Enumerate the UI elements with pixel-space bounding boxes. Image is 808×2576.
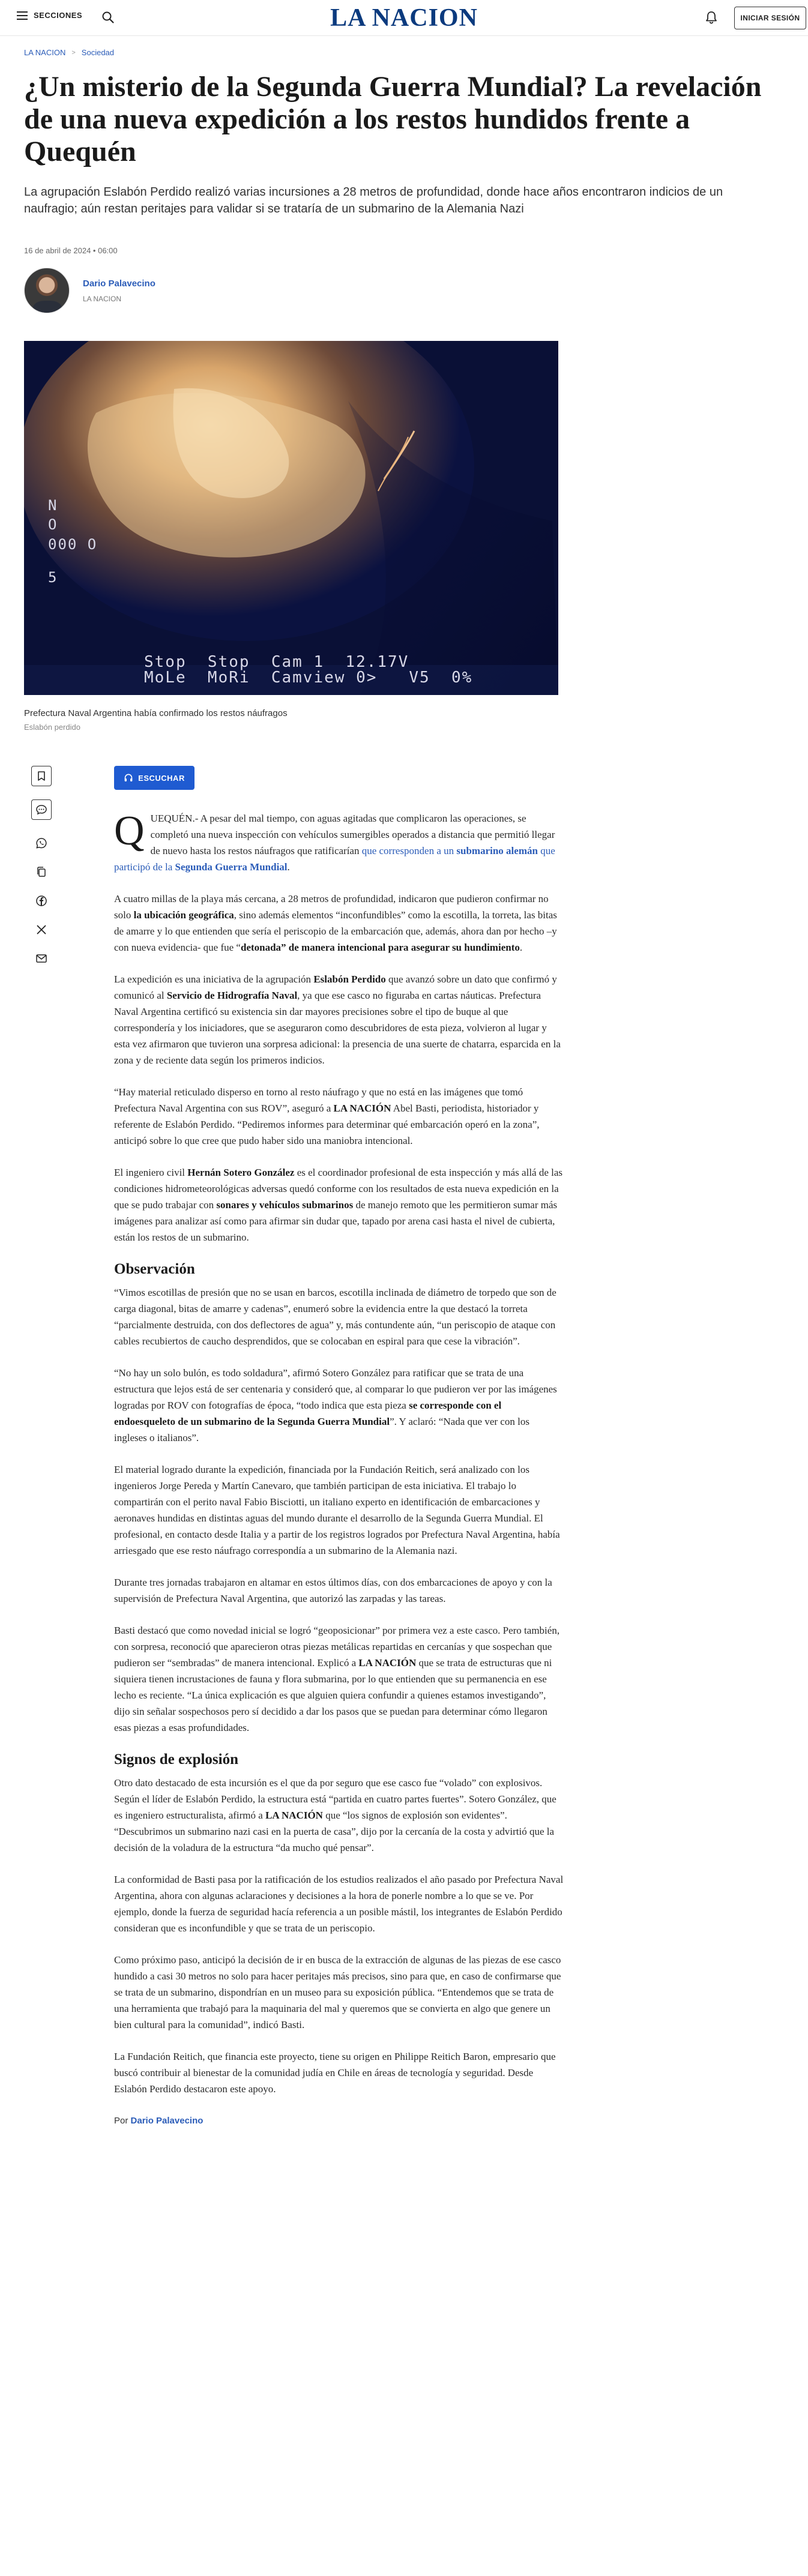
listen-button[interactable]	[114, 766, 194, 790]
section-heading-explosion: Signos de explosión	[114, 1751, 239, 1768]
listen-label: ESCUCHAR	[138, 773, 185, 783]
byline-author-link[interactable]: Dario Palavecino	[130, 2116, 204, 2126]
paragraph-12: La conformidad de Basti pasa por la ratificación de los estudios realizados el año pasado por Prefectura Naval Argentina, ahora con algunas aclaraciones y decisiones a la hora de ponerle nombre a lo que se ve. Por ejemplo, donde la fuerza de seguridad hacía referencia a un posible mástil, los integrantes de Eslabón Perdido consideran que es inconfundible y que se trata de un periscopio.	[114, 1874, 564, 1934]
copy-icon	[36, 866, 47, 878]
article-main-photo[interactable]	[24, 341, 558, 695]
photo-caption: Prefectura Naval Argentina había confirmado los restos náufragos	[24, 708, 288, 718]
photo-credit: Eslabón perdido	[24, 723, 80, 732]
x-twitter-icon	[36, 924, 47, 935]
photo-overlay-o: O	[48, 516, 58, 533]
author-block	[24, 268, 155, 313]
bell-icon[interactable]	[704, 10, 719, 25]
paragraph-7: “No hay un solo bulón, es todo soldadura”, afirmó Sotero González para ratificar que se trata de una estructura que lejos está de ser centenaria y consideró que, al comparar lo que pudieron ver por las imágenes logradas por ROV con fotografías de época, “todo indica que esta pieza se corresponde con el endoesqueleto de un submarino de la Segunda Guerra Mundial”. Y aclaró: “Nada que ver con los ingleses o italianos”.	[114, 1367, 557, 1443]
site-logo[interactable]: LA NACION	[330, 4, 478, 32]
login-button[interactable]: INICIAR SESIÓN	[734, 7, 806, 29]
photo-overlay-line1: Stop Stop Cam 1 12.17V	[144, 653, 409, 671]
author-avatar[interactable]	[24, 268, 70, 313]
author-name-link[interactable]: Dario Palavecino	[83, 278, 155, 289]
article-byline: Por Dario Palavecino	[114, 2116, 204, 2126]
breadcrumb-section-link[interactable]: Sociedad	[81, 48, 115, 57]
share-toolbar	[31, 766, 53, 977]
paragraph-5: El ingeniero civil Hernán Sotero González es el coordinador profesional de esta inspección y más allá de las condiciones hidrometeorológicas adversas quedó conforme con los resultados de esta nueva expedición en la que se pudo trabajar con sonares y vehículos submarinos de manejo remoto que les permitieron sumar más imágenes para analizar así como para afirmar sin dudar que, tapado por arena casi hasta el nivel de cubierta, están los restos de un submarino.	[114, 1167, 563, 1243]
whatsapp-share-button[interactable]	[31, 833, 52, 853]
sections-label: SECCIONES	[34, 11, 83, 20]
email-share-button[interactable]	[31, 948, 52, 969]
comments-button[interactable]	[31, 799, 52, 820]
twitter-share-button[interactable]	[31, 919, 52, 940]
article-subtitle: La agrupación Eslabón Perdido realizó varias incursiones a 28 metros de profundidad, donde hace años encontraron indicios de un naufragio; aún restan peritajes para validar si se trataría de un submarino de la Alemania Nazi	[24, 185, 723, 215]
bookmark-button[interactable]	[31, 766, 52, 786]
article-body	[114, 810, 564, 2129]
breadcrumb	[24, 48, 114, 57]
paragraph-11: Otro dato destacado de esta incursión es el que da por seguro que ese casco fue “volado” con explosivos. Según el líder de Eslabón Perdido, la estructura está “partida en cuatro partes fuertes”. Sotero González, que es ingeniero estructuralista, afirmó a LA NACIÓN que “los signos de explosión son evidentes”. “Descubrimos un submarino nazi casi en la puerta de casa”, dijo por la cercanía de la costa y advirtió que la decisión de la voladura de la estructura “da mucho qué pensar”.	[114, 1777, 556, 1853]
paragraph-4: “Hay material reticulado disperso en torno al resto náufrago y que no está en las imágenes que tomó Prefectura Naval Argentina con sus ROV”, aseguró a LA NACIÓN Abel Basti, periodista, historiador y referente de Eslabón Perdido. “Pediremos informes para determinar qué embarcación operó en la zona”, anticipó sobre lo que cree que pudo haber sido una maniobra intencional.	[114, 1086, 540, 1146]
whatsapp-icon	[35, 837, 47, 849]
photo-overlay-depth: 000 O	[48, 536, 98, 553]
related-link[interactable]: que corresponden a un submarino alemán que participó de la Segunda Guerra Mundial	[114, 845, 555, 873]
paragraph-9: Durante tres jornadas trabajaron en altamar en estos últimos días, con dos embarcaciones de apoyo y con la supervisión de Prefectura Naval Argentina, que autorizó las zarpadas y las tareas.	[114, 1577, 552, 1604]
photo-overlay-n: N	[48, 497, 58, 514]
publish-date: 16 de abril de 2024 • 06:00	[24, 246, 118, 255]
paragraph-14: La Fundación Reitich, que financia este proyecto, tiene su origen en Philippe Reitich Baron, empresario que buscó contribuir al bienestar de la comunidad judía en Chile en áreas de tecnología y seguridad. Desde Eslabón Perdido destacaron este apoyo.	[114, 2051, 556, 2095]
copy-link-button[interactable]	[31, 862, 52, 882]
headphones-icon	[124, 773, 133, 783]
chevron-right-icon: >	[71, 49, 76, 56]
comment-icon	[35, 804, 47, 815]
bookmark-icon	[37, 771, 46, 781]
photo-overlay-5: 5	[48, 569, 58, 586]
section-heading-observacion: Observación	[114, 1261, 195, 1277]
mail-icon	[35, 954, 47, 963]
paragraph-10: Basti destacó que como novedad inicial se logró “geoposicionar” por primera vez a este casco. Pero también, con sorpresa, reconoció que aparecieron otras piezas metálicas repartidas en cercanías y que sospechan que pudieron ser “sembradas” de manera intencional. Explicó a LA NACIÓN que se trata de estructuras que ni siquiera tienen incrustaciones de fauna y flora submarina, por lo que entienden que su permanencia en ese lecho es reciente. “La única explicación es que alguien quiera confundir a quienes estamos investigando”, dijo sin señalar sospechosos pero sí decidido a dar los pasos que se puedan para determinar cómo llegaron esas piezas a esas profundidades.	[114, 1625, 560, 1733]
paragraph-6: “Vimos escotillas de presión que no se usan en barcos, escotilla inclinada de diámetro de torpedo que son de carga diagonal, bitas de amarre y cadenas”, enumeró sobre la evidencia entre la que destacó la torreta “parcialmente destruida, con dos deflectores de agua” y, más contundente aún, “un periscopio de ataque con cables recubiertos de caucho desprendidos, que se colocaban en espiral para que cese la vibración”.	[114, 1287, 556, 1347]
paragraph-2: A cuatro millas de la playa más cercana, a 28 metros de profundidad, indicaron que pudieron confirmar no solo la ubicación geográfica, sino además elementos “inconfundibles” como la escotilla, la torreta, las bitas de amarre y lo que entienden que sería el periscopio de la embarcación que, además, ahora dan por hecho –y con nueva evidencia- que fue “detonada” de manera intencional para asegurar su hundimiento.	[114, 893, 557, 953]
paragraph-13: Como próximo paso, anticipó la decisión de ir en busca de la extracción de algunas de las piezas de ese casco hundido a casi 30 metros no solo para hacer peritajes más precisos, sino para que, en caso de confirmarse que se trata de un submarino, dispondrían en un museo para su exposición pública. “Entendemos que se trata de una herramienta que trabajó para la maquinaria del mal y queremos que se convierta en algo que genere un bien cultural para la comunidad”, indicó Basti.	[114, 1954, 561, 2030]
paragraph-8: El material logrado durante la expedición, financiada por la Fundación Reitich, será analizado con los ingenieros Jorge Pereda y Martín Canevaro, que también participan de esta iniciativa. El trabajo lo compartirán con el perito naval Fabio Bisciotti, un italiano experto en identificación de embarcaciones y aeronaves hundidas en distintas aguas del mundo durante el desarrollo de la Segunda Guerra Mundial. El profesional, en contacto desde Italia y a partir de los registros logrados por Prefectura Naval Argentina, había arriesgado que ese resto náufrago correspondía a un submarino de la Alemania nazi.	[114, 1464, 560, 1556]
paragraph-3: La expedición es una iniciativa de la agrupación Eslabón Perdido que avanzó sobre un dato que confirmó y comunicó al Servicio de Hidrografía Naval, ya que ese casco no figuraba en cartas náuticas. Prefectura Naval Argentina certificó su existencia sin dar mayores precisiones sobre el tipo de buque al que correspondería y los iniciadores, que se aseguraron como descubridores de esta pieza, volvieron al lugar y esta vez afirmaron que tuvieron una sorpresa adicional: la presencia de una suerte de chatarra, esparcida en la zona y de reciente data según los primeros indicios.	[114, 974, 561, 1066]
facebook-icon	[35, 895, 47, 907]
breadcrumb-home-link[interactable]: LA NACION	[24, 48, 66, 57]
author-org: LA NACION	[83, 294, 122, 303]
site-header	[0, 0, 808, 36]
photo-overlay-line2: MoLe MoRi Camview 0> V5 0%	[144, 669, 473, 687]
paragraph-1: QUEQUÉN.- A pesar del mal tiempo, con aguas agitadas que complicaron las operaciones, se completó una nueva inspección con vehículos sumergibles operados a distancia que permitió llegar de nuevo hasta los restos náufragos que ratificarían que corresponden a un submarino alemán que participó de la Segunda Guerra Mundial.	[114, 808, 555, 873]
facebook-share-button[interactable]	[31, 891, 52, 911]
article-title: ¿Un misterio de la Segunda Guerra Mundial? La revelación de una nueva expedición a los restos hundidos frente a Quequén	[24, 71, 762, 167]
drop-cap: Q	[114, 808, 145, 854]
